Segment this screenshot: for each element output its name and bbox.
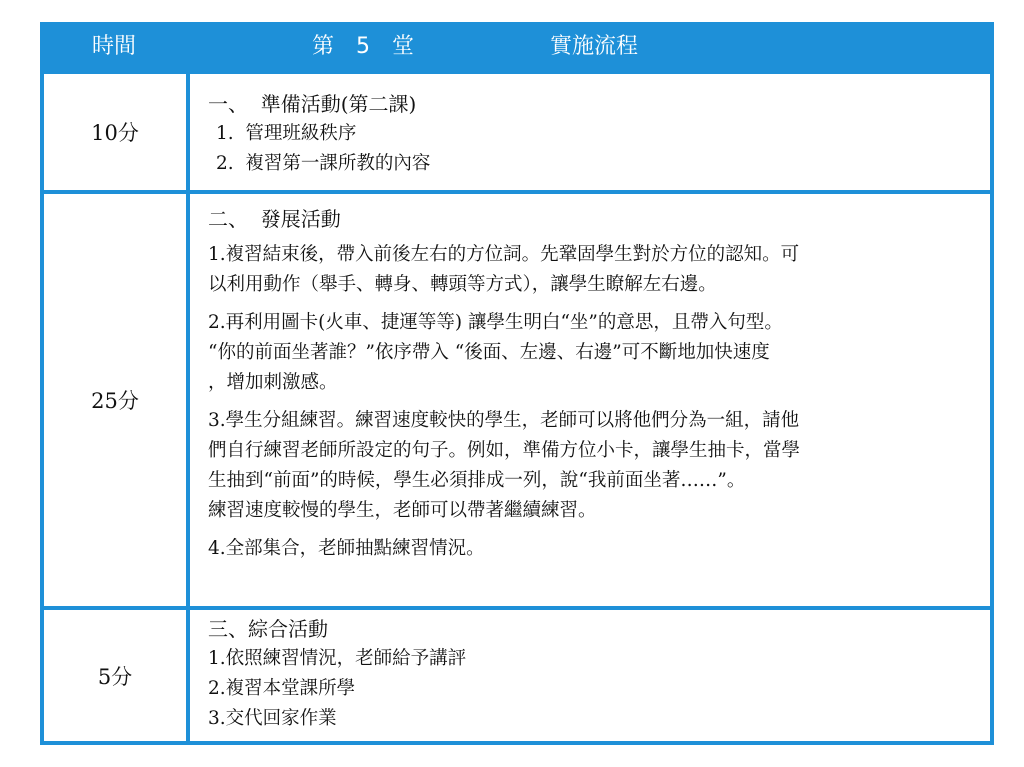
- list-item: 2.複習本堂課所學: [208, 678, 356, 699]
- paragraph: 2.再利用圖卡(火車、捷運等等) 讓學生明白“坐”的意思，且帶入句型。 “你的前面坐著誰？”依序帶入 “後面、左邊、右邊”可不斷地加快速度 ，增加刺激感。: [208, 312, 783, 393]
- header-time-label: 時間: [91, 34, 136, 59]
- section-title: 三、綜合活動: [208, 617, 328, 641]
- header-lesson-label: 第 5 堂: [312, 34, 414, 59]
- section-title: 一、 準備活動(第二課): [208, 92, 417, 116]
- list-item: 3.交代回家作業: [208, 708, 337, 729]
- row-time-development: [44, 194, 186, 606]
- time-value: 5分: [97, 664, 133, 689]
- row-content-warmup: [190, 74, 990, 190]
- list-item: 1.依照練習情況，老師給予講評: [208, 648, 467, 669]
- paragraph: 1.複習結束後，帶入前後左右的方位詞。先鞏固學生對於方位的認知。可 以利用動作（舉手、轉身、轉頭等方式），讓學生瞭解左右邊。: [208, 244, 800, 295]
- row-time-summary: [44, 610, 186, 741]
- row-content-summary: [190, 610, 990, 741]
- time-value: 25分: [91, 389, 139, 413]
- section-title: 二、 發展活動: [208, 207, 341, 231]
- paragraph: 3.學生分組練習。練習速度較快的學生，老師可以將他們分為一組，請他 們自行練習老師所設定的句子。例如，準備方位小卡，讓學生抽卡，當學 生抽到“前面”的時候，學生必須排成一列，說“我前面坐著……”。 練習速度較慢的學生，老師可以帶著繼續練習。: [208, 410, 801, 521]
- list-item: 2. 複習第一課所教的內容: [216, 153, 431, 174]
- table-header: [40, 22, 994, 72]
- time-value: 10分: [91, 121, 139, 145]
- paragraph: 4.全部集合，老師抽點練習情況。: [208, 538, 485, 559]
- list-item: 1. 管理班級秩序: [216, 123, 357, 144]
- header-flow-label: 實施流程: [550, 34, 639, 59]
- lesson-plan-table: [40, 22, 994, 745]
- row-time-warmup: [44, 74, 186, 190]
- row-content-development: [190, 194, 990, 606]
